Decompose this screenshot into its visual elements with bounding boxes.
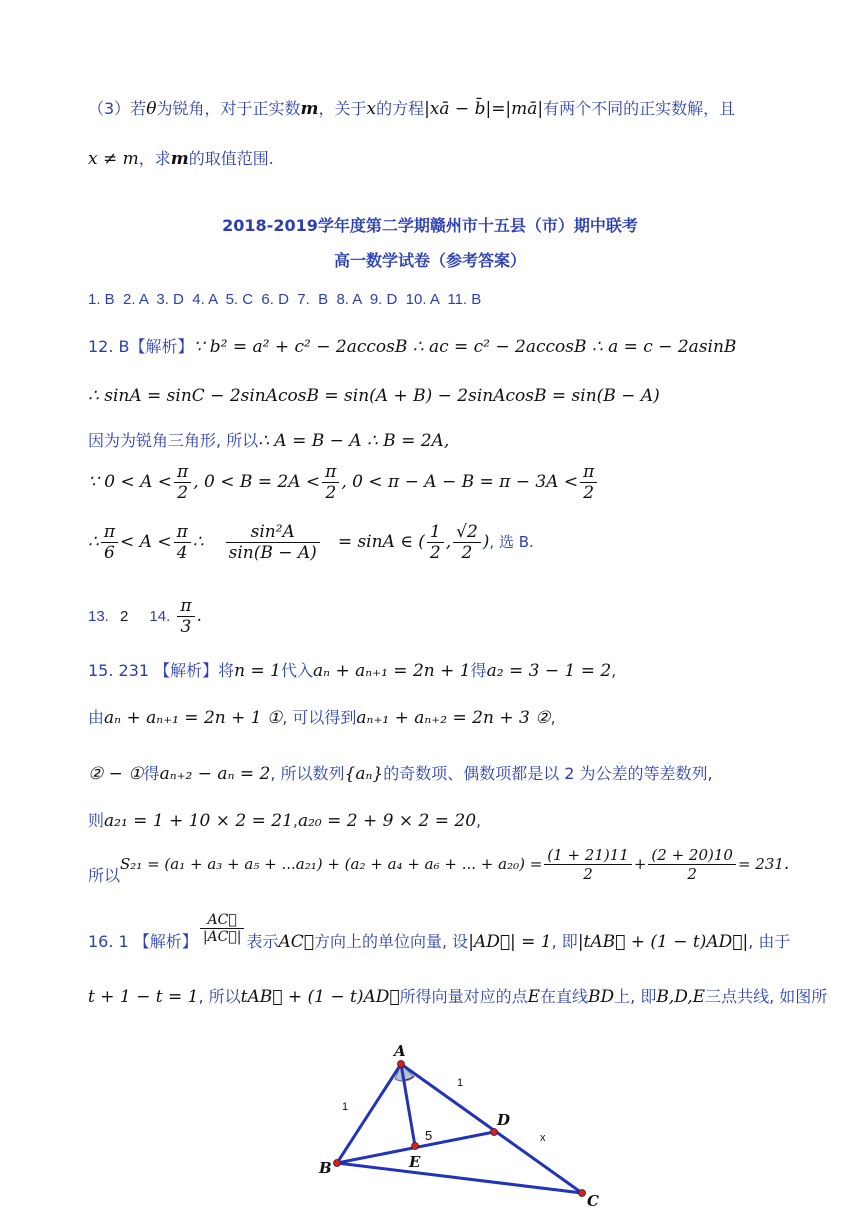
point-A: [398, 1061, 405, 1068]
q3-m2: m: [170, 149, 189, 169]
a12-range: < A <: [120, 532, 172, 552]
q3-eq: |xā − b̄|=|mā|: [424, 99, 544, 119]
a12-ineq-c: , 0 < π − A − B = π − 3A <: [341, 472, 579, 492]
a12-ineq-b: , 0 < B = 2A <: [193, 472, 321, 492]
q3-line2: [88, 148, 274, 170]
a15-line5: 所以S₂₁ = (a₁ + a₃ + a₅ + ...a₂₁) + (a₂ + a₄ + a₆ + ... + a₂₀) = $\frac{(1 + 21)11}{2}$ + $\frac{(2 + 20)10}{2}$ = 231.: [88, 846, 790, 885]
q3-line1: [88, 98, 735, 120]
side-AB: [337, 1064, 401, 1163]
label-A: A: [394, 1042, 406, 1060]
q3-tail2b: 的取值范围.: [188, 149, 274, 168]
label-C: C: [587, 1192, 599, 1210]
q3-mid: 为锐角，对于正实数: [156, 99, 301, 118]
fraction-sqrt2-2: $\frac{√2}{2}$: [453, 522, 481, 563]
q3-tail2a: ，求: [138, 149, 171, 168]
fraction-sin: $\frac{\text{sin²A}}{\sin(B - A)}$: [226, 522, 320, 563]
a12-choice: , 选 B.: [489, 533, 534, 551]
label-DC-length: x: [540, 1132, 546, 1144]
unit-vector-frac: $\frac{AC⃗}{|AC⃗|}$: [200, 912, 245, 945]
a12-interval: = sinA ∈ (: [337, 532, 425, 552]
point-B: [334, 1160, 341, 1167]
a16-line2: t + 1 − t = 1, 所以tAB⃗ + (1 − t)AD⃗所得向量对应的点E在直线BD上, 即B,D,E三点共线, 如图所: [88, 987, 828, 1007]
a12-eq3: ∴ A = B − A ∴ B = 2A,: [258, 431, 450, 451]
a15-line2: 由aₙ + aₙ₊₁ = 2n + 1 ①, 可以得到aₙ₊₁ + aₙ₊₂ = 2n + 3 ②,: [88, 708, 556, 728]
point-D: [491, 1129, 498, 1136]
label-ED: 5: [425, 1128, 433, 1143]
a12-eq1: ∵ b² = a² + c² − 2accosB ∴ ac = c² − 2accosB ∴ a = c − 2asinB: [193, 337, 737, 357]
point-C: [579, 1190, 586, 1197]
a15-line1: 15. 231 【解析】将n = 1代入aₙ + aₙ₊₁ = 2n + 1得a₂ = 3 − 1 = 2,: [88, 661, 617, 681]
a12-text3: 因为为锐角三角形, 所以: [88, 431, 259, 450]
fraction-pi-2: $\frac{\pi}{2}$: [174, 462, 191, 503]
q3-x: x: [366, 99, 377, 119]
a12-line3: [88, 430, 449, 452]
label-AB-length: 1: [342, 1101, 349, 1113]
answer-subtitle: 高一数学试卷（参考答案）: [333, 251, 526, 270]
a13-label: 13.: [88, 608, 109, 625]
a13-14: 13. 2 14. $\frac{\pi}{3}$ .: [88, 596, 202, 637]
label-E: E: [409, 1153, 421, 1171]
answer-title: 2018-2019学年度第二学期赣州市十五县（市）期中联考: [222, 216, 638, 235]
mc-answers: 1. B 2. A 3. D 4. A 5. C 6. D 7. B 8. A 9. D 10. A 11. B: [88, 291, 482, 308]
q3-mid3: 的方程: [376, 99, 425, 118]
fraction-pi-4: $\frac{\pi}{4}$: [174, 522, 191, 563]
fraction-pi-2: $\frac{\pi}{2}$: [322, 462, 339, 503]
a12-line2: [88, 385, 660, 407]
a12-line5: ∴ $\frac{\pi}{6}$ < A < $\frac{\pi}{4}$ ∴ $\frac{\text{sin²A}}{\sin(B - A)}$ = sinA ∈ ( $\frac{1}{2}$ , $\frac{√2}{2}$ ), 选 B.: [88, 522, 534, 563]
a12-label: 12. B【解析】: [88, 337, 194, 356]
label-D: D: [497, 1111, 511, 1129]
a15-line4: 则a₂₁ = 1 + 10 × 2 = 21,a₂₀ = 2 + 9 × 2 = 20,: [88, 811, 482, 831]
fraction-pi-6: $\frac{\pi}{6}$: [101, 522, 118, 563]
q3-theta: θ: [146, 99, 157, 119]
fraction-1-2: $\frac{1}{2}$: [427, 522, 444, 563]
q3-cond: x ≠ m: [88, 149, 139, 169]
therefore: ∴: [88, 532, 99, 552]
a14-label: 14.: [149, 608, 171, 625]
q3-tail: 有两个不同的正实数解，且: [543, 99, 736, 118]
a16-line1: 16. 1 【解析】 $\frac{AC⃗}{|AC⃗|}$ 表示AC⃗方向上的单位向量, 设|AD⃗| = 1, 即|tAB⃗ + (1 − t)AD⃗|, 由于: [88, 912, 791, 952]
a12-interval-close: ): [482, 532, 490, 552]
a12-eq2: ∴ sinA = sinC − 2sinAcosB = sin(A + B) − 2sinAcosB = sin(B − A): [88, 386, 660, 406]
triangle-figure: [0, 1000, 860, 1215]
a12-ineq-a: ∵ 0 < A <: [88, 472, 173, 492]
fraction-pi-3: $\frac{\pi}{3}$: [177, 596, 194, 637]
a12-line4: [88, 462, 599, 503]
q3-mid2: ，关于: [318, 99, 367, 118]
a13-value: 2: [119, 608, 129, 625]
q3-prefix: （3）若: [88, 99, 147, 118]
label-AD-length: 1: [457, 1077, 464, 1089]
therefore: ∴: [192, 532, 204, 552]
a12-line1: [88, 336, 736, 358]
q3-m: m: [300, 99, 319, 119]
label-B: B: [319, 1159, 332, 1177]
point-E: [412, 1143, 419, 1150]
a15-line3: ② − ①得aₙ₊₂ − aₙ = 2, 所以数列{aₙ}的奇数项、偶数项都是以 2 为公差的等差数列,: [88, 764, 713, 784]
fraction-pi-2: $\frac{\pi}{2}$: [580, 462, 597, 503]
